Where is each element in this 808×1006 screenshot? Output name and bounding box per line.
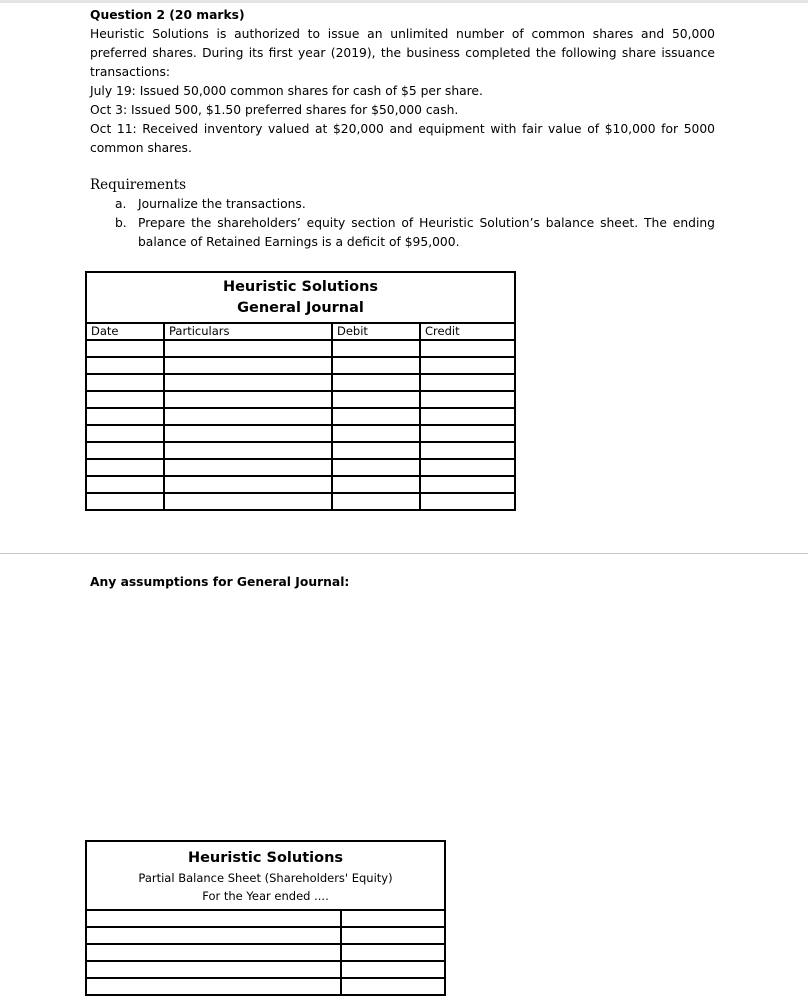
requirements-heading: Requirements — [90, 177, 187, 193]
journal-row — [86, 391, 515, 408]
balance-row — [86, 927, 445, 944]
journal-cell[interactable] — [86, 357, 164, 374]
journal-cell[interactable] — [164, 391, 332, 408]
journal-cell[interactable] — [164, 476, 332, 493]
req-a-text: Journalize the transactions. — [138, 197, 306, 211]
journal-row — [86, 340, 515, 357]
journal-row — [86, 476, 515, 493]
journal-cell[interactable] — [332, 493, 420, 510]
balance-row — [86, 944, 445, 961]
journal-row — [86, 442, 515, 459]
journal-cell[interactable] — [164, 493, 332, 510]
balance-title — [86, 841, 445, 910]
journal-cell[interactable] — [420, 442, 515, 459]
journal-cell[interactable] — [332, 442, 420, 459]
balance-cell[interactable] — [341, 961, 445, 978]
page-separator — [0, 553, 808, 554]
col-credit: Credit — [420, 323, 515, 340]
journal-cell[interactable] — [420, 357, 515, 374]
balance-subtitle: Partial Balance Sheet (Shareholders' Equity) — [138, 871, 393, 885]
journal-cell[interactable] — [332, 425, 420, 442]
top-border — [0, 0, 808, 3]
question-heading: Question 2 (20 marks) — [90, 8, 245, 22]
journal-title-name: General Journal — [237, 300, 364, 316]
journal-cell[interactable] — [420, 340, 515, 357]
question-intro: Heuristic Solutions is authorized to issue an unlimited number of common shares and 50,000 preferred shares. During its first year (2019), the business completed the following share issuance transactions: — [90, 27, 715, 79]
journal-cell[interactable] — [86, 408, 164, 425]
balance-sheet-table — [85, 840, 446, 996]
journal-row — [86, 408, 515, 425]
col-debit: Debit — [332, 323, 420, 340]
journal-cell[interactable] — [332, 408, 420, 425]
transaction-1: July 19: Issued 50,000 common shares for cash of $5 per share. — [90, 84, 483, 98]
journal-cell[interactable] — [420, 408, 515, 425]
journal-cell[interactable] — [420, 459, 515, 476]
journal-cell[interactable] — [164, 340, 332, 357]
journal-row — [86, 374, 515, 391]
balance-cell[interactable] — [341, 927, 445, 944]
journal-cell[interactable] — [164, 442, 332, 459]
journal-cell[interactable] — [420, 374, 515, 391]
journal-cell[interactable] — [420, 391, 515, 408]
journal-cell[interactable] — [86, 476, 164, 493]
journal-cell[interactable] — [86, 391, 164, 408]
journal-cell[interactable] — [420, 493, 515, 510]
journal-cell[interactable] — [164, 425, 332, 442]
journal-cell[interactable] — [332, 340, 420, 357]
journal-cell[interactable] — [332, 476, 420, 493]
col-date: Date — [86, 323, 164, 340]
balance-cell[interactable] — [86, 910, 341, 927]
journal-cell[interactable] — [86, 374, 164, 391]
journal-cell[interactable] — [164, 374, 332, 391]
journal-header-row — [86, 323, 515, 340]
journal-cell[interactable] — [86, 340, 164, 357]
req-a-marker: a. — [115, 197, 127, 211]
balance-row — [86, 961, 445, 978]
balance-cell[interactable] — [341, 910, 445, 927]
balance-cell[interactable] — [86, 978, 341, 995]
balance-cell[interactable] — [86, 927, 341, 944]
journal-row — [86, 357, 515, 374]
journal-cell[interactable] — [86, 459, 164, 476]
journal-cell[interactable] — [332, 374, 420, 391]
journal-cell[interactable] — [86, 425, 164, 442]
journal-cell[interactable] — [164, 459, 332, 476]
balance-row — [86, 978, 445, 995]
req-b-text: Prepare the shareholders’ equity section of Heuristic Solution’s balance sheet. The ending balance of Retained Earnings is a deficit of $95,000. — [138, 216, 715, 249]
journal-cell[interactable] — [164, 408, 332, 425]
balance-period: For the Year ended .... — [202, 889, 329, 903]
journal-cell[interactable] — [164, 357, 332, 374]
balance-title-company: Heuristic Solutions — [187, 850, 344, 866]
balance-cell[interactable] — [86, 944, 341, 961]
balance-cell[interactable] — [341, 978, 445, 995]
journal-row — [86, 425, 515, 442]
journal-row — [86, 459, 515, 476]
assumptions-label: Any assumptions for General Journal: — [90, 575, 350, 589]
journal-title-company: Heuristic Solutions — [222, 279, 379, 295]
journal-cell[interactable] — [86, 493, 164, 510]
transaction-3: Oct 11: Received inventory valued at $20,000 and equipment with fair value of $10,000 for 5000 common shares. — [90, 122, 715, 155]
journal-row — [86, 493, 515, 510]
balance-cell[interactable] — [341, 944, 445, 961]
col-particulars: Particulars — [164, 323, 332, 340]
journal-cell[interactable] — [332, 391, 420, 408]
journal-cell[interactable] — [86, 442, 164, 459]
journal-cell[interactable] — [420, 425, 515, 442]
journal-title — [86, 272, 515, 323]
journal-cell[interactable] — [332, 459, 420, 476]
req-b-marker: b. — [115, 216, 127, 230]
balance-row — [86, 910, 445, 927]
journal-cell[interactable] — [420, 476, 515, 493]
general-journal-table — [85, 271, 516, 511]
transaction-2: Oct 3: Issued 500, $1.50 preferred shares for $50,000 cash. — [90, 103, 459, 117]
balance-cell[interactable] — [86, 961, 341, 978]
journal-cell[interactable] — [332, 357, 420, 374]
